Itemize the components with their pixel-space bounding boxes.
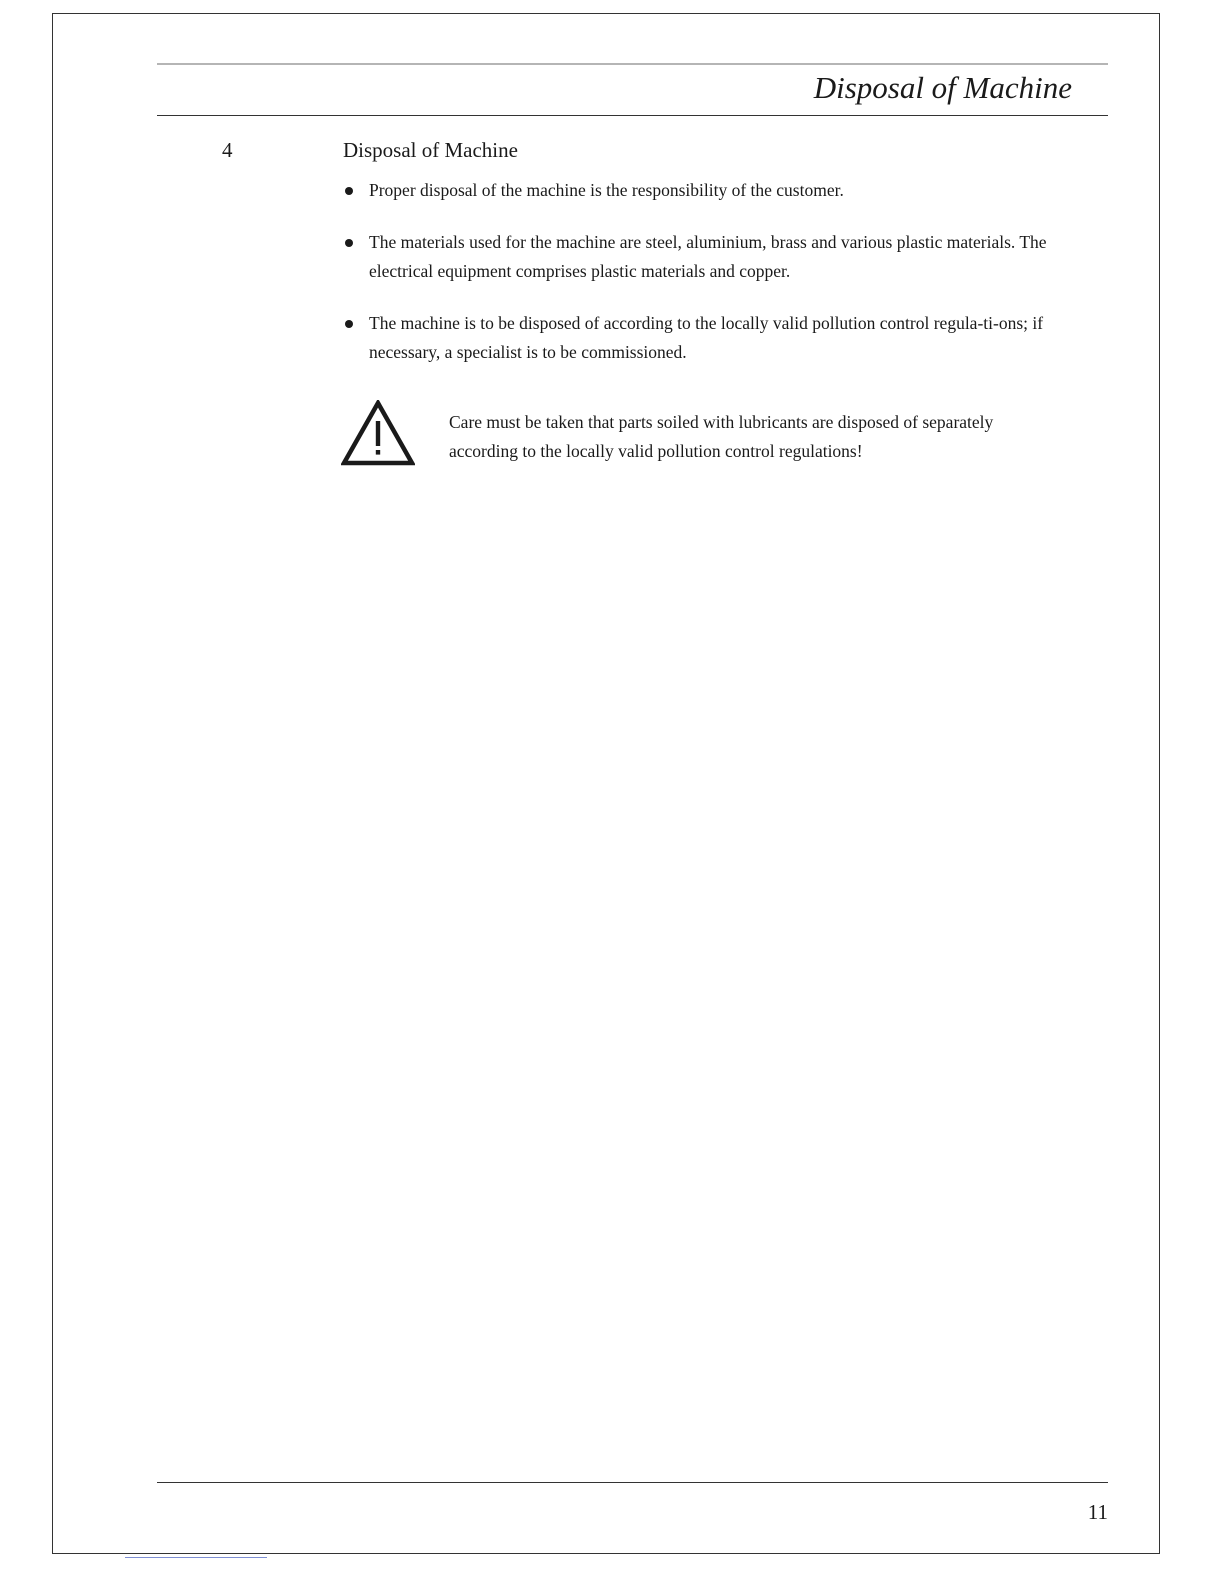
section-number: 4 bbox=[222, 138, 233, 162]
warning-triangle-icon bbox=[341, 400, 415, 466]
running-header-title: Disposal of Machine bbox=[813, 70, 1072, 105]
bullet-dot-icon bbox=[345, 320, 353, 328]
scan-edge-mark bbox=[125, 1557, 267, 1558]
page-number: 11 bbox=[1087, 1500, 1108, 1524]
list-item-text: The materials used for the machine are steel, aluminium, brass and various plastic materials. The electrical equipment comprises plastic materials and copper. bbox=[369, 232, 1047, 281]
header-divider-bottom bbox=[157, 115, 1108, 116]
list-item-text: The machine is to be disposed of according to the locally valid pollution control regula-ti-ons; if necessary, a specialist is to be commissioned. bbox=[369, 313, 1044, 362]
bullet-dot-icon bbox=[345, 239, 353, 247]
list-item bbox=[343, 228, 1063, 286]
warning-text: Care must be taken that parts soiled with lubricants are disposed of separately according to the locally valid pollution control regulations! bbox=[449, 412, 994, 461]
footer-divider bbox=[157, 1482, 1108, 1483]
list-item bbox=[343, 309, 1063, 367]
disposal-bullet-list bbox=[343, 176, 1063, 390]
warning-notice bbox=[341, 400, 1071, 470]
header-divider-top bbox=[157, 63, 1108, 65]
list-item bbox=[343, 176, 1063, 205]
section-heading: Disposal of Machine bbox=[343, 138, 518, 162]
list-item-text: Proper disposal of the machine is the responsibility of the customer. bbox=[369, 180, 844, 200]
bullet-dot-icon bbox=[345, 187, 353, 195]
